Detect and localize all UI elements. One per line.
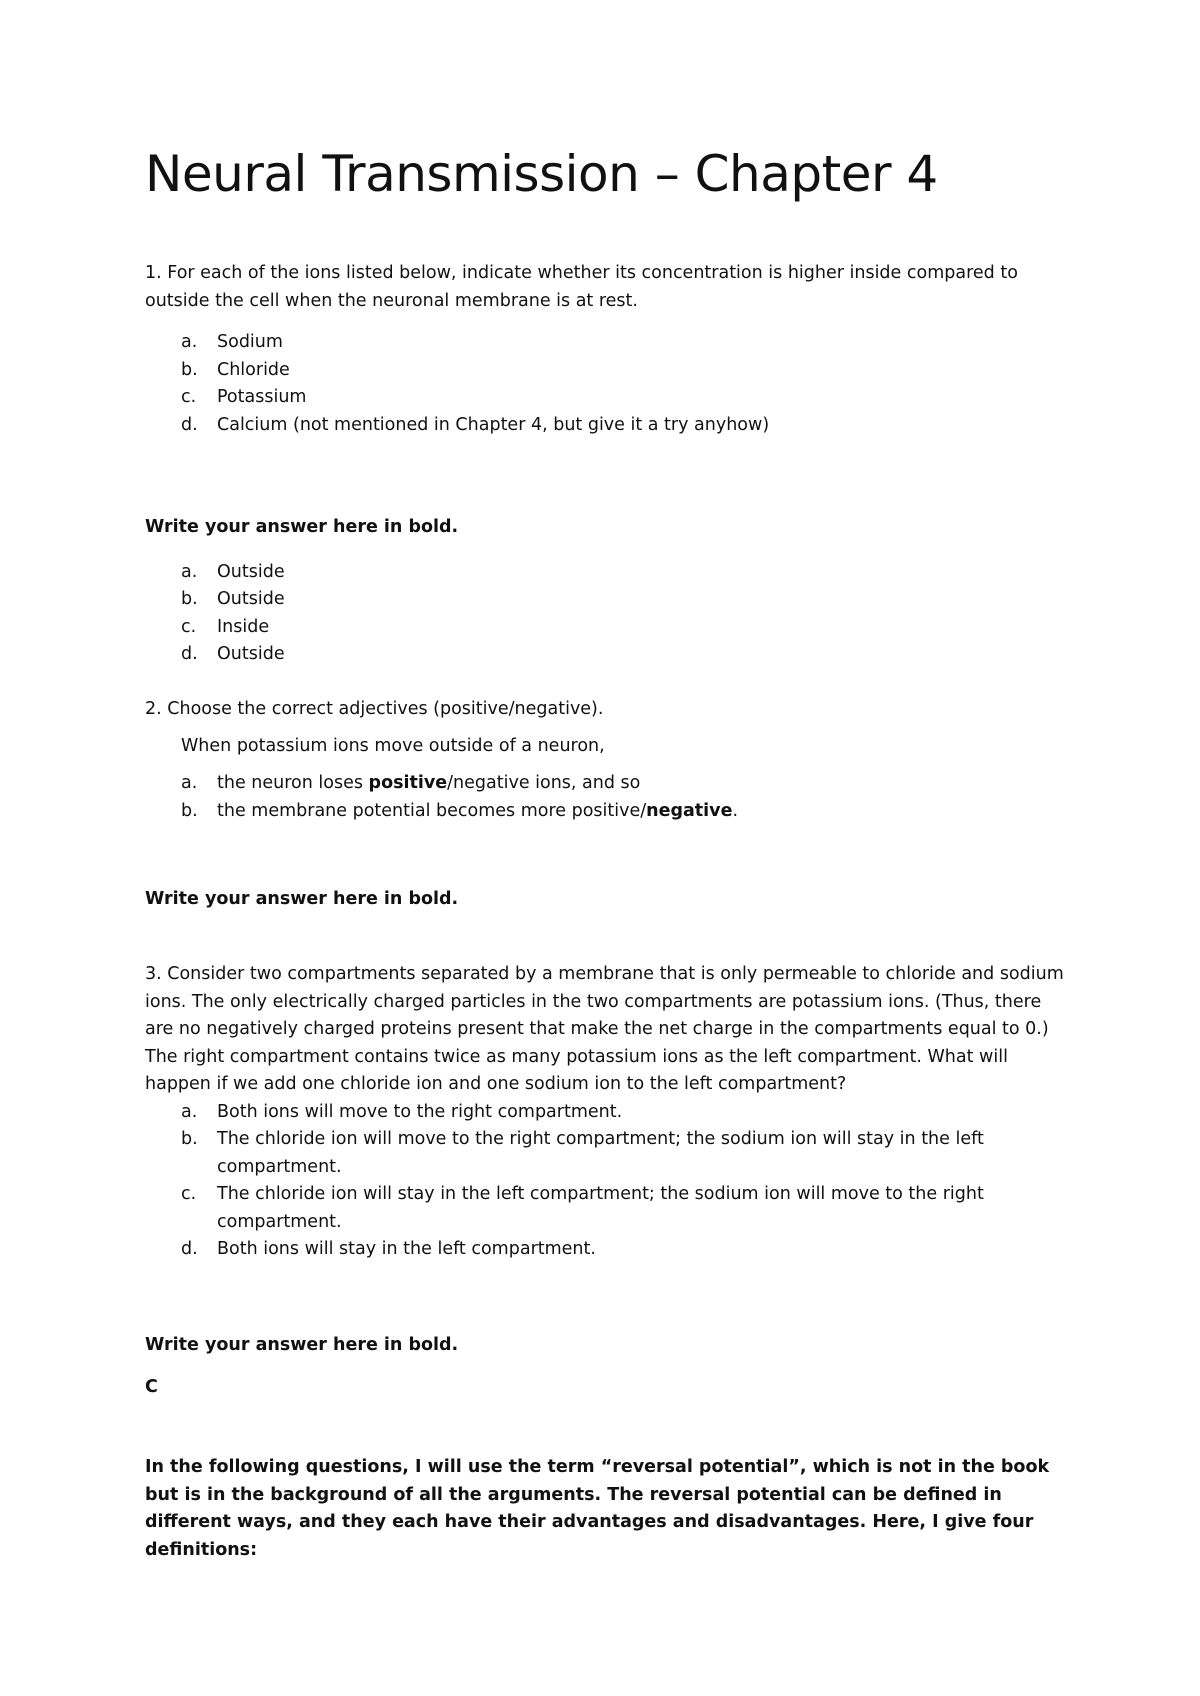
question-3 [145, 961, 1065, 1264]
answer-prompt: Write your answer here in bold. [145, 889, 459, 909]
list-item [145, 586, 1065, 614]
list-item [145, 412, 1065, 440]
list-marker: d. [181, 1239, 198, 1259]
question-2-options [145, 770, 1065, 825]
reversal-potential-intro [145, 1454, 1065, 1564]
list-item-text: Sodium [217, 332, 283, 352]
list-marker: d. [181, 414, 198, 435]
list-item [145, 770, 1065, 798]
question-1-answers [145, 559, 1065, 669]
list-marker: a. [181, 1101, 198, 1122]
list-item [145, 357, 1065, 385]
list-item [145, 329, 1065, 357]
page-title: Neural Transmission – Chapter 4 [145, 145, 938, 203]
list-item [145, 1181, 1065, 1236]
text-run: . [732, 800, 739, 821]
list-item-text: The chloride ion will move to the right compartment; the sodium ion will stay in the left compartment. [217, 1129, 984, 1177]
text-run: the membrane potential becomes more positive/ [217, 800, 647, 821]
list-item [145, 641, 1065, 669]
list-item-text: Both ions will move to the right compartment. [217, 1101, 623, 1122]
question-1-text: 1. For each of the ions listed below, indicate whether its concentration is higher inside compared to outside the cell when the neuronal membrane is at rest. [145, 263, 1018, 311]
list-item [145, 384, 1065, 412]
list-item [145, 559, 1065, 587]
list-item-text [217, 770, 1065, 798]
list-marker: c. [181, 1184, 197, 1204]
list-item-text: Chloride [217, 359, 290, 380]
question-3-text: 3. Consider two compartments separated by a membrane that is only permeable to chloride and sodium ions. The only electrically charged particles in the two compartments are potassium ions. (Thus, there are no negatively charged proteins present that make the net charge in the compartments equal to 0.) The right compartment contains twice as many potassium ions as the left compartment. What will happen if we add one chloride ion and one sodium ion to the left compartment? [145, 964, 1064, 1094]
bold-answer: positive [368, 773, 448, 793]
list-item [145, 1126, 1065, 1181]
question-1-answer [145, 514, 1065, 669]
list-item-text: Both ions will stay in the left compartment. [217, 1239, 596, 1259]
bold-answer: negative [646, 800, 733, 821]
list-item-text: Outside [217, 644, 285, 664]
list-marker: d. [181, 644, 198, 664]
question-1 [145, 260, 1065, 439]
list-marker: a. [181, 332, 198, 352]
list-item-text: The chloride ion will stay in the left compartment; the sodium ion will move to the right compartment. [217, 1184, 984, 1232]
list-marker: a. [181, 561, 198, 582]
question-2-answer [145, 886, 1065, 914]
question-1-options [145, 329, 1065, 439]
text-run: the neuron loses [217, 773, 369, 793]
list-marker: b. [181, 359, 198, 380]
list-marker: b. [181, 589, 198, 609]
list-marker: c. [181, 616, 197, 637]
question-3-answer-value: C [145, 1376, 158, 1397]
list-item-text: Inside [217, 616, 270, 637]
question-2-intro: When potassium ions move outside of a neuron, [181, 735, 605, 756]
reversal-potential-text: In the following questions, I will use the term “reversal potential”, which is not in the book but is in the background of all the arguments. The reversal potential can be defined in different ways, and they each have their advantages and disadvantages. Here, I give four definitions: [145, 1457, 1050, 1560]
text-run: /negative ions, and so [447, 773, 641, 793]
list-item-text: Potassium [217, 387, 307, 407]
question-2 [145, 696, 1065, 825]
list-item [145, 1099, 1065, 1127]
list-marker: a. [181, 773, 198, 793]
answer-prompt: Write your answer here in bold. [145, 517, 459, 537]
list-item [145, 614, 1065, 642]
list-item-text: Outside [217, 589, 285, 609]
question-2-text: 2. Choose the correct adjectives (positive/negative). [145, 699, 604, 719]
list-item-text: Calcium (not mentioned in Chapter 4, but give it a try anyhow) [217, 414, 770, 435]
list-marker: c. [181, 387, 197, 407]
question-3-options [145, 1099, 1065, 1264]
list-marker: b. [181, 1129, 198, 1149]
question-3-answer [145, 1332, 1065, 1401]
list-marker: b. [181, 800, 198, 821]
answer-prompt: Write your answer here in bold. [145, 1335, 459, 1355]
list-item-text: Outside [217, 561, 285, 582]
list-item [145, 1236, 1065, 1264]
list-item [145, 798, 1065, 826]
list-item-text [217, 798, 1065, 826]
